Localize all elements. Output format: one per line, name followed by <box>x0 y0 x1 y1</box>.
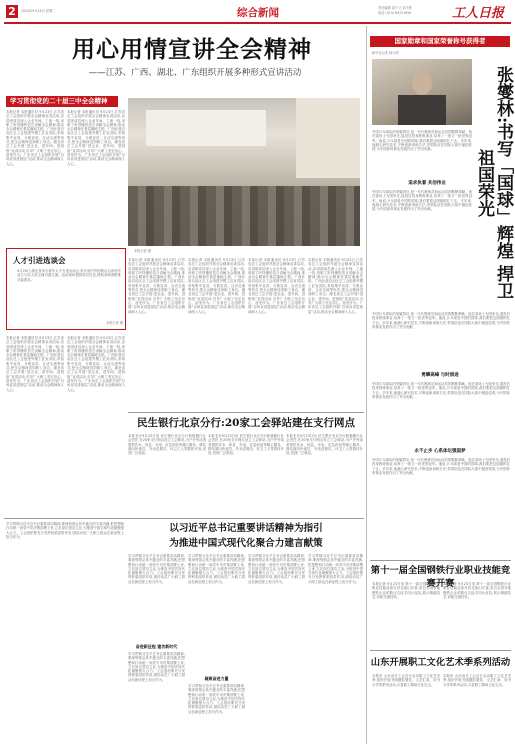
lead-headline: 用心用情宣讲全会精神 <box>72 36 312 63</box>
art-headline: 山东开展职工文化艺术季系列活动 <box>370 657 511 668</box>
mid-body-col4: 本报记者 本报通讯员 9月23日,江苏省总工会组织开展全会精神宣讲活动,宣讲团成员深入企业车间、工地一线,用职工听得懂的语言讲解全会精神,推动全会精神在基层落地生根。广西壮族自治区总工会组建劳模工匠宣讲队,采取集中宣讲、分散宣讲、互动交流等形式,把全会精神送到职工身边。湖北省总工会开展“进企业、进车间、进班组”宣讲活动,引导广大职工坚定信心、奋发作为。广东省总工会组织开展“百场宣讲进基层”活动,推动全会精神深入人心。 <box>308 258 363 314</box>
column-rule <box>366 26 367 744</box>
section-title: 综合新闻 <box>237 7 279 19</box>
honor-kicker: 新华社记者 林小明 <box>372 51 399 55</box>
skills-headline: 第十一届全国钢铁行业职业技能竞赛开赛 <box>370 565 511 589</box>
honor-sub-c: 永不止步 心系体坛强国梦 <box>414 449 466 454</box>
bank-top-rule <box>128 412 364 413</box>
portrait-photo <box>372 59 472 125</box>
honor-headline: 张燮林:书写「国球」辉煌 捍卫祖国荣光 <box>474 66 513 300</box>
paper-logo: 工人日报 <box>452 6 505 21</box>
talent-title: 人才引进选谈会 <box>13 256 66 265</box>
honor-body-5: 中国乒乓球队的荣耀背后,是一代代教练员和运动员的默默奉献。他在赛场上为国争光,退役后投身教练事业,培养了一批又一批世界冠军。他说,乒乓球是中国的国球,我们要把这面旗帜扛下去。多年来,他潜心研究技术,不断创新训练方法,带领队伍在国际大赛中屡创佳绩,为中国体育事业发展作出了突出贡献。 <box>372 458 510 475</box>
photo-screen <box>146 110 266 146</box>
photo-crowd <box>128 186 360 246</box>
honor-sub-a: 追求执着 共创伟业 <box>408 181 446 186</box>
talent-box <box>6 248 126 330</box>
art-body-1: 本报讯 山东省总工会近日启动职工文化艺术季,组织开展书画摄影展览、文艺汇演、读书分享等系列活动,丰富职工精神文化生活。 <box>372 674 440 687</box>
lead-subhead: ——江苏、广西、湖北、广东组织开展多种形式宣讲活动 <box>88 68 302 78</box>
talent-caption: 本报记者 摄 <box>106 321 123 325</box>
page-number-badge: 2 <box>6 5 18 18</box>
skills-body-2: 本报记者 9月23日电 第十一届全国钢铁行业职业技能竞赛在河北唐山开赛,来自全国各地钢铁企业的数百名选手同台竞技,展示精湛技艺,切磋交流经验。 <box>443 582 511 599</box>
bottom-subhead: 为推进中国式现代化聚合力建言献策 <box>169 538 323 549</box>
bottom-body-col2: 学习贯彻习近平总书记重要讲话精神,要深刻领会其中蕴含的丰富内涵,把思想和行动统一到党中央决策部署上来,立足岗位建功立业,为推进中国式现代化凝聚强大合力。工会组织要充分发挥桥梁纽带作用,团结动员广大职工群众在新征程上担当作为。 <box>188 554 245 584</box>
portrait-head <box>412 71 432 95</box>
bottom-body-col3: 学习贯彻习近平总书记重要讲话精神,要深刻领会其中蕴含的丰富内涵,把思想和行动统一到党中央决策部署上来,立足岗位建功立业,为推进中国式现代化凝聚强大合力。工会组织要充分发挥桥梁纽带作用,团结动员广大职工群众在新征程上担当作为。 <box>248 554 305 584</box>
lead-band: 学习贯彻党的二十届三中全会精神 <box>6 96 118 107</box>
issue-date: 2024年9月24日 星期二 <box>21 9 56 13</box>
left-body-b: 本报记者 本报通讯员 9月23日,江苏省总工会组织开展全会精神宣讲活动,宣讲团成员深入企业车间、工地一线,用职工听得懂的语言讲解全会精神,推动全会精神在基层落地生根。广西壮族自治区总工会组建劳模工匠宣讲队,采取集中宣讲、分散宣讲、互动交流等形式,把全会精神送到职工身边。湖北省总工会开展“进企业、进车间、进班组”宣讲活动,引导广大职工坚定信心、奋发作为。广东省总工会组织开展“百场宣讲进基层”活动,推动全会精神深入人心。 <box>67 336 125 392</box>
phone-line: 电话 (010) 84151694 <box>378 11 412 15</box>
skills-body-1: 本报记者 9月23日电 第十一届全国钢铁行业职业技能竞赛在河北唐山开赛,来自全国各地钢铁企业的数百名选手同台竞技,展示精湛技艺,切磋交流经验。 <box>372 582 440 599</box>
bottom-body-col1: 学习贯彻习近平总书记重要讲话精神,要深刻领会其中蕴含的丰富内涵,把思想和行动统一到党中央决策部署上来,立足岗位建功立业,为推进中国式现代化凝聚强大合力。工会组织要充分发挥桥梁纽带作用,团结动员广大职工群众在新征程上担当作为。 <box>128 554 185 584</box>
honor-sub-b: 勇攀高峰 与时俱进 <box>421 373 459 378</box>
masthead <box>0 0 515 24</box>
mid-body-col2: 本报记者 本报通讯员 9月23日,江苏省总工会组织开展全会精神宣讲活动,宣讲团成员深入企业车间、工地一线,用职工听得懂的语言讲解全会精神,推动全会精神在基层落地生根。广西壮族自治区总工会组建劳模工匠宣讲队,采取集中宣讲、分散宣讲、互动交流等形式,把全会精神送到职工身边。湖北省总工会开展“进企业、进车间、进班组”宣讲活动,引导广大职工坚定信心、奋发作为。广东省总工会组织开展“百场宣讲进基层”活动,推动全会精神深入人心。 <box>188 258 245 314</box>
honor-body-4: 中国乒乓球队的荣耀背后,是一代代教练员和运动员的默默奉献。他在赛场上为国争光,退役后投身教练事业,培养了一批又一批世界冠军。他说,乒乓球是中国的国球,我们要把这面旗帜扛下去。多年来,他潜心研究技术,不断创新训练方法,带领队伍在国际大赛中屡创佳绩,为中国体育事业发展作出了突出贡献。 <box>372 382 510 399</box>
honor-body-2: 中国乒乓球队的荣耀背后,是一代代教练员和运动员的默默奉献。他在赛场上为国争光,退役后投身教练事业,培养了一批又一批世界冠军。他说,乒乓球是中国的国球,我们要把这面旗帜扛下去。多年来,他潜心研究技术,不断创新训练方法,带领队伍在国际大赛中屡创佳绩,为中国体育事业发展作出了突出贡献。 <box>372 190 472 212</box>
honor-body-1: 中国乒乓球队的荣耀背后,是一代代教练员和运动员的默默奉献。他在赛场上为国争光,退役后投身教练事业,培养了一批又一批世界冠军。他说,乒乓球是中国的国球,我们要把这面旗帜扛下去。多年来,他潜心研究技术,不断创新训练方法,带领队伍在国际大赛中屡创佳绩,为中国体育事业发展作出了突出贡献。 <box>372 130 472 152</box>
bottom-body-col1b: 学习贯彻习近平总书记重要讲话精神,要深刻领会其中蕴含的丰富内涵,把思想和行动统一到党中央决策部署上来,立足岗位建功立业,为推进中国式现代化凝聚强大合力。工会组织要充分发挥桥梁纽带作用,团结动员广大职工群众在新征程上担当作为。 <box>128 652 185 682</box>
mid-body-col3: 本报记者 本报通讯员 9月23日,江苏省总工会组织开展全会精神宣讲活动,宣讲团成员深入企业车间、工地一线,用职工听得懂的语言讲解全会精神,推动全会精神在基层落地生根。广西壮族自治区总工会组建劳模工匠宣讲队,采取集中宣讲、分散宣讲、互动交流等形式,把全会精神送到职工身边。湖北省总工会开展“进企业、进车间、进班组”宣讲活动,引导广大职工坚定信心、奋发作为。广东省总工会组织开展“百场宣讲进基层”活动,推动全会精神深入人心。 <box>248 258 305 314</box>
lead-body-col1: 本报记者 本报通讯员 9月23日,江苏省总工会组织开展全会精神宣讲活动,宣讲团成员深入企业车间、工地一线,用职工听得懂的语言讲解全会精神,推动全会精神在基层落地生根。广西壮族自治区总工会组建劳模工匠宣讲队,采取集中宣讲、分散宣讲、互动交流等形式,把全会精神送到职工身边。湖北省总工会开展“进企业、进车间、进班组”宣讲活动,引导广大职工坚定信心、奋发作为。广东省总工会组织开展“百场宣讲进基层”活动,推动全会精神深入人心。 <box>6 110 64 166</box>
mid-body-col1: 本报记者 本报通讯员 9月23日,江苏省总工会组织开展全会精神宣讲活动,宣讲团成员深入企业车间、工地一线,用职工听得懂的语言讲解全会精神,推动全会精神在基层落地生根。广西壮族自治区总工会组建劳模工匠宣讲队,采取集中宣讲、分散宣讲、互动交流等形式,把全会精神送到职工身边。湖北省总工会开展“进企业、进车间、进班组”宣讲活动,引导广大职工坚定信心、奋发作为。广东省总工会组织开展“百场宣讲进基层”活动,推动全会精神深入人心。 <box>128 258 185 314</box>
photo-panel <box>296 98 360 178</box>
bottom-sub-1: 奋进新征程 建功新时代 <box>135 644 178 649</box>
bottom-headline: 以习近平总书记重要讲话精神为指引 <box>169 523 323 534</box>
lead-body-col2: 本报记者 本报通讯员 9月23日,江苏省总工会组织开展全会精神宣讲活动,宣讲团成员深入企业车间、工地一线,用职工听得懂的语言讲解全会精神,推动全会精神在基层落地生根。广西壮族自治区总工会组建劳模工匠宣讲队,采取集中宣讲、分散宣讲、互动交流等形式,把全会精神送到职工身边。湖北省总工会开展“进企业、进车间、进班组”宣讲活动,引导广大职工坚定信心、奋发作为。广东省总工会组织开展“百场宣讲进基层”活动,推动全会精神深入人心。 <box>67 110 125 166</box>
talent-body: 9月20日,湖北省举办青年人才引进洽谈会,来自省内外的数百名高校毕业生与用人单位面对面交流。活动现场提供岗位信息,帮助求职者精准对接需求。 <box>17 269 121 282</box>
honor-band: 国家勋章和国家荣誉称号获得者 <box>370 36 510 47</box>
lecture-photo <box>128 98 360 246</box>
left-body-a: 本报记者 本报通讯员 9月23日,江苏省总工会组织开展全会精神宣讲活动,宣讲团成员深入企业车间、工地一线,用职工听得懂的语言讲解全会精神,推动全会精神在基层落地生根。广西壮族自治区总工会组建劳模工匠宣讲队,采取集中宣讲、分散宣讲、互动交流等形式,把全会精神送到职工身边。湖北省总工会开展“进企业、进车间、进班组”宣讲活动,引导广大职工坚定信心、奋发作为。广东省总工会组织开展“百场宣讲进基层”活动,推动全会精神深入人心。 <box>6 336 64 392</box>
bank-body-1: 本报北京9月23日电 民生银行北京分行积极履行社会责任,在20家支行网点设立工会驿站,为户外劳动者提供饮水、休息、充电、应急药品等暖心服务。驿站面向快递员、外卖送餐员、环卫工人等群体开放,受到广泛欢迎。 <box>128 434 206 456</box>
bank-body-3: 本报北京9月23日电 民生银行北京分行积极履行社会责任,在20家支行网点设立工会驿站,为户外劳动者提供饮水、休息、充电、应急药品等暖心服务。驿站面向快递员、外卖送餐员、环卫工人等群体开放,受到广泛欢迎。 <box>286 434 363 456</box>
bottom-sub-2: 凝聚奋进力量 <box>204 676 229 681</box>
skills-rule <box>370 560 511 561</box>
bottom-body-col4: 学习贯彻习近平总书记重要讲话精神,要深刻领会其中蕴含的丰富内涵,把思想和行动统一到党中央决策部署上来,立足岗位建功立业,为推进中国式现代化凝聚强大合力。工会组织要充分发挥桥梁纽带作用,团结动员广大职工群众在新征程上担当作为。 <box>308 554 363 584</box>
art-rule <box>370 650 511 651</box>
masthead-rule <box>4 22 511 24</box>
photo-caption: 本报记者 摄 <box>134 249 151 253</box>
art-body-2: 本报讯 山东省总工会近日启动职工文化艺术季,组织开展书画摄影展览、文艺汇演、读书分享等系列活动,丰富职工精神文化生活。 <box>443 674 511 687</box>
bottom-left-body: 学习贯彻习近平总书记重要讲话精神,要深刻领会其中蕴含的丰富内涵,把思想和行动统一到党中央决策部署上来,立足岗位建功立业,为推进中国式现代化凝聚强大合力。工会组织要充分发挥桥梁纽带作用,团结动员广大职工群众在新征程上担当作为。 <box>6 522 124 539</box>
bank-body-2: 本报北京9月23日电 民生银行北京分行积极履行社会责任,在20家支行网点设立工会驿站,为户外劳动者提供饮水、休息、充电、应急药品等暖心服务。驿站面向快递员、外卖送餐员、环卫工人等群体开放,受到广泛欢迎。 <box>208 434 284 456</box>
bottom-body-col2b: 学习贯彻习近平总书记重要讲话精神,要深刻领会其中蕴含的丰富内涵,把思想和行动统一到党中央决策部署上来,立足岗位建功立业,为推进中国式现代化凝聚强大合力。工会组织要充分发挥桥梁纽带作用,团结动员广大职工群众在新征程上担当作为。 <box>188 684 245 714</box>
honor-body-3: 中国乒乓球队的荣耀背后,是一代代教练员和运动员的默默奉献。他在赛场上为国争光,退役后投身教练事业,培养了一批又一批世界冠军。他说,乒乓球是中国的国球,我们要把这面旗帜扛下去。多年来,他潜心研究技术,不断创新训练方法,带领队伍在国际大赛中屡创佳绩,为中国体育事业发展作出了突出贡献。 <box>372 312 510 329</box>
editor-line: 责任编辑 周子义 刘子彬 <box>378 6 412 10</box>
bank-headline: 民生银行北京分行:20家工会驿站建在支行网点 <box>137 417 355 429</box>
bottom-top-rule <box>4 518 364 519</box>
portrait-body <box>398 95 446 125</box>
